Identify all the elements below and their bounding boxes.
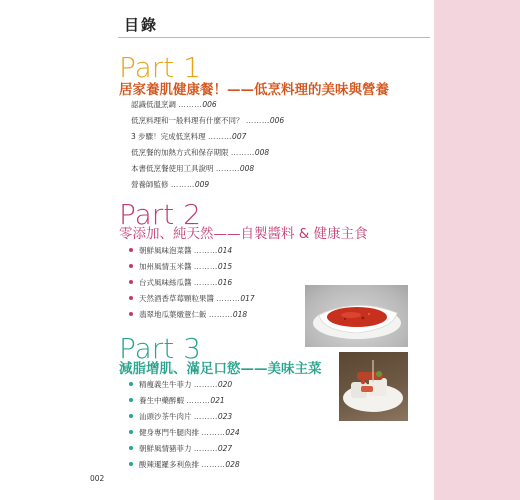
part-3-toc bbox=[129, 377, 240, 473]
toc-item-title: 加州風情玉米醬 bbox=[139, 262, 192, 271]
toc-item-title: 台式風味絲瓜醬 bbox=[139, 278, 192, 287]
bullet-icon bbox=[129, 398, 133, 402]
toc-item[interactable] bbox=[129, 409, 240, 425]
toc-item[interactable] bbox=[129, 291, 255, 307]
toc-item[interactable] bbox=[131, 113, 284, 129]
toc-item[interactable] bbox=[129, 441, 240, 457]
toc-leader-dots: ……… bbox=[193, 444, 218, 453]
decorative-side-band bbox=[434, 0, 520, 500]
toc-page-number: 016 bbox=[217, 278, 233, 287]
page-title: 目錄 bbox=[124, 16, 159, 34]
toc-item[interactable] bbox=[129, 377, 240, 393]
salsa-bowl-illustration bbox=[305, 285, 408, 347]
toc-item-title: 汕頭沙茶牛肉片 bbox=[139, 412, 192, 421]
toc-item-title: 酸辣暹羅多利魚排 bbox=[139, 460, 199, 469]
page-number: 002 bbox=[90, 474, 105, 483]
toc-item[interactable] bbox=[131, 161, 284, 177]
meat-rolls-illustration bbox=[339, 352, 408, 421]
part-2-subtitle: 零添加、純天然——自製醬料 & 健康主食 bbox=[119, 226, 368, 242]
part-1-toc bbox=[131, 97, 284, 193]
bullet-icon bbox=[129, 446, 133, 450]
toc-leader-dots: ……… bbox=[193, 278, 218, 287]
bullet-icon bbox=[129, 280, 133, 284]
toc-page-number: 006 bbox=[202, 100, 217, 109]
toc-page-number: 015 bbox=[217, 262, 233, 271]
toc-item-title: 3 步驟！完成低烹料理 bbox=[131, 132, 206, 141]
toc-item[interactable] bbox=[129, 393, 240, 409]
part-2-label: Part 2 bbox=[119, 198, 201, 231]
bullet-icon bbox=[129, 296, 133, 300]
toc-page-number: 008 bbox=[239, 164, 255, 173]
toc-item-title: 養生中藥醉蝦 bbox=[139, 396, 184, 405]
toc-page-number: 017 bbox=[240, 294, 255, 303]
toc-leader-dots: ……… bbox=[186, 396, 211, 405]
toc-leader-dots: ……… bbox=[230, 148, 255, 157]
toc-item-title: 精瘦義生牛菲力 bbox=[139, 380, 192, 389]
toc-leader-dots: ……… bbox=[208, 132, 233, 141]
toc-leader-dots: ……… bbox=[170, 180, 195, 189]
toc-item-title: 天然酒香草莓顆粒果醬 bbox=[139, 294, 214, 303]
toc-page-number: 028 bbox=[225, 460, 240, 469]
toc-page-number: 014 bbox=[217, 246, 233, 255]
part-2-toc bbox=[129, 243, 255, 323]
bullet-icon bbox=[129, 462, 133, 466]
toc-item-title: 朝鮮風情豬菲力 bbox=[139, 444, 192, 453]
toc-item-title: 低烹料理和一般料理有什麼不同？ bbox=[131, 116, 244, 125]
bullet-icon bbox=[129, 312, 133, 316]
bullet-icon bbox=[129, 430, 133, 434]
toc-item[interactable] bbox=[131, 97, 284, 113]
toc-item[interactable] bbox=[129, 243, 255, 259]
toc-leader-dots: ……… bbox=[193, 380, 218, 389]
toc-leader-dots: ……… bbox=[245, 116, 270, 125]
bullet-icon bbox=[129, 382, 133, 386]
part-1-subtitle: 居家養肌健康餐！——低烹料理的美味與營養 bbox=[119, 82, 389, 98]
toc-leader-dots: ……… bbox=[193, 262, 218, 271]
toc-item[interactable] bbox=[129, 457, 240, 473]
salsa-bowl-photo bbox=[305, 285, 408, 347]
toc-page-number: 020 bbox=[217, 380, 233, 389]
toc-page-number: 018 bbox=[232, 310, 248, 319]
toc-item-title: 營養師監修 bbox=[131, 180, 169, 189]
toc-item[interactable] bbox=[129, 275, 255, 291]
toc-page-number: 027 bbox=[217, 444, 233, 453]
toc-item-title: 低烹餐的加熱方式和保存期限 bbox=[131, 148, 229, 157]
toc-page-number: 008 bbox=[254, 148, 270, 157]
toc-page-number: 007 bbox=[232, 132, 247, 141]
toc-item-title: 朝鮮風味泡菜醬 bbox=[139, 246, 192, 255]
toc-page-number: 006 bbox=[269, 116, 285, 125]
toc-leader-dots: ……… bbox=[208, 310, 233, 319]
toc-item[interactable] bbox=[131, 145, 284, 161]
meat-rolls-photo bbox=[339, 352, 408, 421]
toc-leader-dots: ……… bbox=[193, 412, 218, 421]
toc-item[interactable] bbox=[129, 307, 255, 323]
toc-page-number: 009 bbox=[194, 180, 210, 189]
toc-leader-dots: ……… bbox=[215, 164, 240, 173]
toc-item[interactable] bbox=[131, 177, 284, 193]
bullet-icon bbox=[129, 264, 133, 268]
toc-page-number: 021 bbox=[210, 396, 225, 405]
bullet-icon bbox=[129, 248, 133, 252]
toc-item-title: 翡翠地瓜葉燉薏仁飯 bbox=[139, 310, 207, 319]
toc-item[interactable] bbox=[129, 259, 255, 275]
toc-page-number: 024 bbox=[225, 428, 240, 437]
toc-leader-dots: ……… bbox=[178, 100, 203, 109]
toc-item[interactable] bbox=[129, 425, 240, 441]
bullet-icon bbox=[129, 414, 133, 418]
toc-item-title: 認識低溫烹調 bbox=[131, 100, 176, 109]
toc-item-title: 健身專門牛腿肉排 bbox=[139, 428, 199, 437]
toc-item-title: 本書低烹餐使用工具說明 bbox=[131, 164, 214, 173]
part-3-label: Part 3 bbox=[119, 332, 201, 365]
title-divider bbox=[118, 37, 430, 38]
toc-leader-dots: ……… bbox=[216, 294, 241, 303]
part-3-subtitle: 減脂增肌、滿足口慾——美味主菜 bbox=[119, 361, 322, 377]
toc-leader-dots: ……… bbox=[201, 428, 226, 437]
part-1-label: Part 1 bbox=[119, 51, 201, 84]
toc-item[interactable] bbox=[131, 129, 284, 145]
toc-page-number: 023 bbox=[217, 412, 233, 421]
toc-leader-dots: ……… bbox=[201, 460, 226, 469]
toc-leader-dots: ……… bbox=[193, 246, 218, 255]
